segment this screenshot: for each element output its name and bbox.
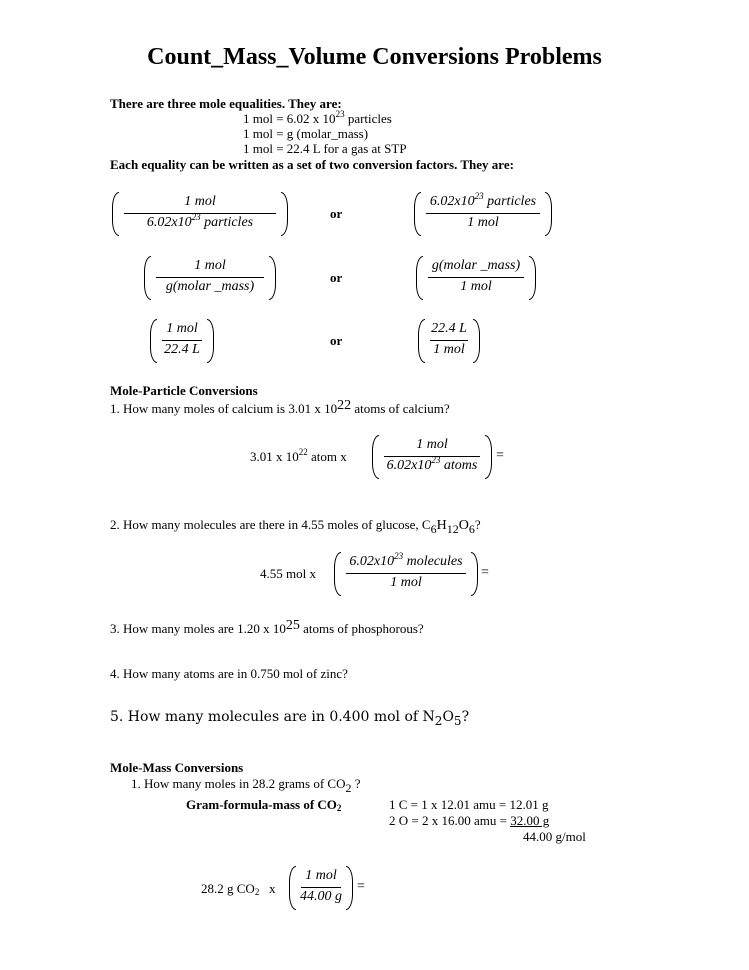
question-1: 1. How many moles of calcium is 3.01 x $10^{22}$ atoms of calcium?: [110, 398, 450, 416]
equality-2: 1 mol = g (molar_mass): [243, 126, 369, 141]
q1-equals: =: [496, 448, 504, 463]
equality-1: 1 mol = 6.02 x $10^{23}$ particles: [243, 109, 392, 126]
factor-mol-per-liters: 1 mol 22.4 L: [150, 319, 214, 363]
question-3: 3. How many moles are 1.20 x $10^{25}$ atoms of phosphorous?: [110, 618, 424, 636]
mole-mass-heading: Mole-Mass Conversions: [110, 760, 244, 775]
mole-particle-heading: Mole-Particle Conversions: [110, 383, 258, 398]
intro-heading: There are three mole equalities. They are:: [110, 96, 342, 111]
question-2: 2. How many molecules are there in 4.55 moles of glucose, $C_6H_{12}O_6$?: [110, 517, 481, 536]
factor-mol-per-particles: 1 mol $6.02x10^{23}$ particles: [112, 192, 288, 236]
or-label-3: or: [330, 333, 343, 348]
q1-work-given: 3.01 x $10^{22}$ atom x: [250, 447, 347, 464]
q1-conversion-factor: 1 mol $6.02x10^{23}$ atoms: [372, 435, 492, 479]
q2-equals: =: [481, 565, 489, 580]
oxygen-mass-line: 2 O = 2 x 16.00 amu = 32.00 g: [389, 813, 550, 828]
carbon-mass-line: 1 C = 1 x 12.01 amu = 12.01 g: [389, 797, 549, 812]
factor-liters-per-mol: 22.4 L 1 mol: [418, 319, 480, 363]
factor-molar-mass-per-mol: g(molar _mass) 1 mol: [416, 256, 536, 300]
page-title: Count_Mass_Volume Conversions Problems: [147, 44, 602, 70]
mass-q1-conversion-factor: 1 mol 44.00 g: [289, 866, 353, 910]
factors-heading: Each equality can be written as a set of two conversion factors. They are:: [110, 157, 514, 172]
q2-work-given: 4.55 mol x: [260, 566, 316, 581]
factor-particles-per-mol: $6.02x10^{23}$ particles 1 mol: [414, 192, 552, 236]
mass-q1-work-given: 28.2 g $CO_2$ x: [201, 881, 276, 897]
equality-3: 1 mol = 22.4 L for a gas at STP: [243, 141, 407, 156]
or-label-1: or: [330, 206, 343, 221]
mass-q1-equals: =: [357, 879, 365, 894]
or-label-2: or: [330, 270, 343, 285]
q2-conversion-factor: $6.02x10^{23}$ molecules 1 mol: [334, 552, 478, 596]
question-5: 5. How many molecules are in 0.400 mol of $N_2O_5$?: [110, 709, 470, 728]
question-4: 4. How many atoms are in 0.750 mol of zinc?: [110, 666, 348, 681]
gram-formula-mass-label: Gram-formula-mass of $CO_2$: [186, 797, 342, 813]
factor-mol-per-molar-mass: 1 mol g(molar _mass): [144, 256, 276, 300]
molar-mass-total: 44.00 g/mol: [523, 829, 586, 844]
mass-question-1: 1. How many moles in 28.2 grams of $CO_2$ ?: [131, 776, 361, 795]
